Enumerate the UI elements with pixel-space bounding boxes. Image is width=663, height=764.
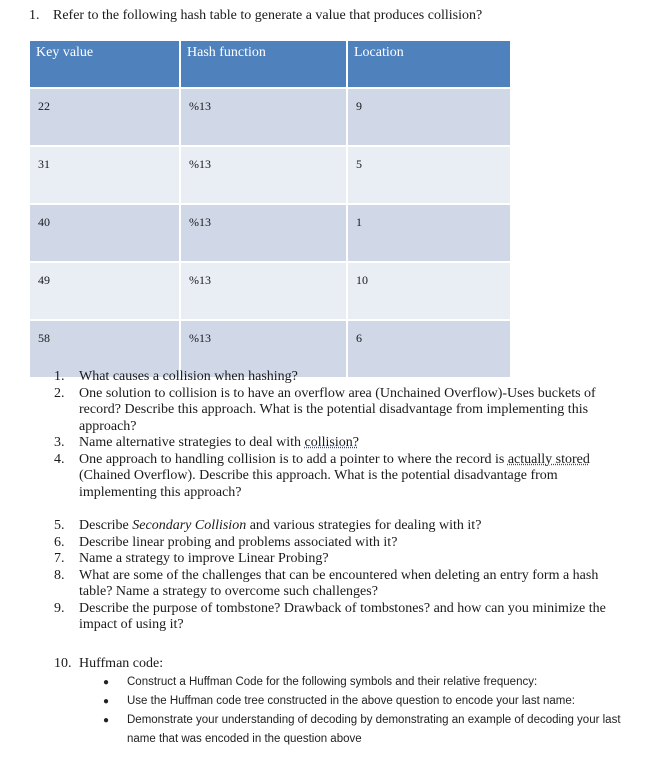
header-location: Location bbox=[348, 41, 510, 87]
item-number: 7. bbox=[54, 551, 65, 566]
list-item bbox=[54, 551, 634, 568]
bullet-text: Construct a Huffman Code for the following symbols and their relative frequency: bbox=[127, 676, 538, 688]
heading-text: Refer to the following hash table to generate a value that produces collision? bbox=[53, 8, 483, 23]
table-row bbox=[30, 87, 510, 145]
hash-table bbox=[30, 41, 510, 377]
item-number: 9. bbox=[54, 600, 65, 616]
cell-hash: %13 bbox=[181, 145, 348, 203]
list-item bbox=[54, 568, 634, 601]
item-text bbox=[79, 518, 634, 535]
list-item bbox=[54, 369, 634, 386]
item-text-part: One approach to handling collision is to add a pointer to where the record is bbox=[79, 451, 508, 467]
grammar-flagged-text: collision? bbox=[304, 435, 359, 450]
item-text bbox=[79, 435, 634, 452]
table-row bbox=[30, 203, 510, 261]
item-number: 10. bbox=[54, 656, 72, 671]
heading bbox=[29, 8, 482, 24]
list-item bbox=[54, 518, 634, 535]
cell-hash: %13 bbox=[181, 203, 348, 261]
bullet-icon: ● bbox=[103, 715, 110, 726]
item-text: Describe the purpose of tombstone? Drawback of tombstones? and how can you minimize the impact of using it? bbox=[79, 600, 606, 632]
table-row bbox=[30, 261, 510, 319]
cell-key: 40 bbox=[30, 203, 181, 261]
huffman-title: Huffman code: bbox=[79, 656, 164, 671]
list-item bbox=[54, 535, 634, 552]
cell-hash: %13 bbox=[181, 261, 348, 319]
cell-location: 1 bbox=[348, 203, 510, 261]
list-item bbox=[54, 435, 634, 452]
item-text: What are some of the challenges that can be encountered when deleting an entry form a hash table? Name a strategy to overcome such challenges? bbox=[79, 567, 599, 599]
item-text: One solution to collision is to have an overflow area (Unchained Overflow)-Uses buckets of record? Describe this approach. What is the potential disadvantage from implementing this approach? bbox=[79, 385, 596, 434]
huffman-bullets bbox=[103, 673, 648, 749]
list-item bbox=[103, 692, 648, 711]
list-item bbox=[103, 673, 648, 692]
item-number: 3. bbox=[54, 435, 65, 450]
cell-key: 22 bbox=[30, 87, 181, 145]
list-item bbox=[103, 711, 648, 749]
cell-key: 49 bbox=[30, 261, 181, 319]
list-item bbox=[54, 601, 634, 634]
heading-number: 1. bbox=[29, 8, 40, 23]
bullet-icon: ● bbox=[103, 677, 110, 688]
cell-key: 58 bbox=[30, 319, 181, 377]
item-number: 1. bbox=[54, 369, 65, 384]
table-header-row bbox=[30, 41, 510, 87]
grammar-flagged-text: actually stored bbox=[507, 451, 590, 467]
list-item bbox=[54, 452, 634, 502]
item-text-part: Name alternative strategies to deal with bbox=[79, 435, 305, 450]
item-text-part: and various strategies for dealing with it? bbox=[246, 518, 482, 533]
cell-location: 5 bbox=[348, 145, 510, 203]
cell-location: 6 bbox=[348, 319, 510, 377]
item-number: 2. bbox=[54, 385, 65, 401]
cell-location: 10 bbox=[348, 261, 510, 319]
item-number: 4. bbox=[54, 451, 65, 467]
cell-key: 31 bbox=[30, 145, 181, 203]
item-number: 5. bbox=[54, 518, 65, 533]
italic-term: Secondary Collision bbox=[132, 518, 247, 533]
item-text: Name a strategy to improve Linear Probing? bbox=[79, 551, 329, 566]
item-number: 6. bbox=[54, 534, 65, 550]
bullet-text: Demonstrate your understanding of decoding by demonstrating an example of decoding your last name that was encoded in the question above bbox=[127, 714, 621, 745]
bullet-icon: ● bbox=[103, 696, 110, 707]
bullet-text: Use the Huffman code tree constructed in the above question to encode your last name: bbox=[127, 695, 575, 707]
header-hash-function: Hash function bbox=[181, 41, 348, 87]
huffman-heading bbox=[54, 656, 163, 672]
item-text: What causes a collision when hashing? bbox=[79, 369, 298, 384]
item-text-part: (Chained Overflow). Describe this approach. What is the potential disadvantage from implementing this approach? bbox=[79, 468, 558, 500]
cell-hash: %13 bbox=[181, 319, 348, 377]
cell-hash: %13 bbox=[181, 87, 348, 145]
table-row bbox=[30, 145, 510, 203]
item-text: Describe linear probing and problems associated with it? bbox=[79, 534, 398, 550]
cell-location: 9 bbox=[348, 87, 510, 145]
item-number: 8. bbox=[54, 567, 65, 583]
item-text-part: Describe bbox=[79, 518, 133, 533]
list-item bbox=[54, 386, 634, 436]
question-list bbox=[54, 369, 634, 634]
header-key-value: Key value bbox=[30, 41, 181, 87]
item-text bbox=[79, 452, 634, 502]
